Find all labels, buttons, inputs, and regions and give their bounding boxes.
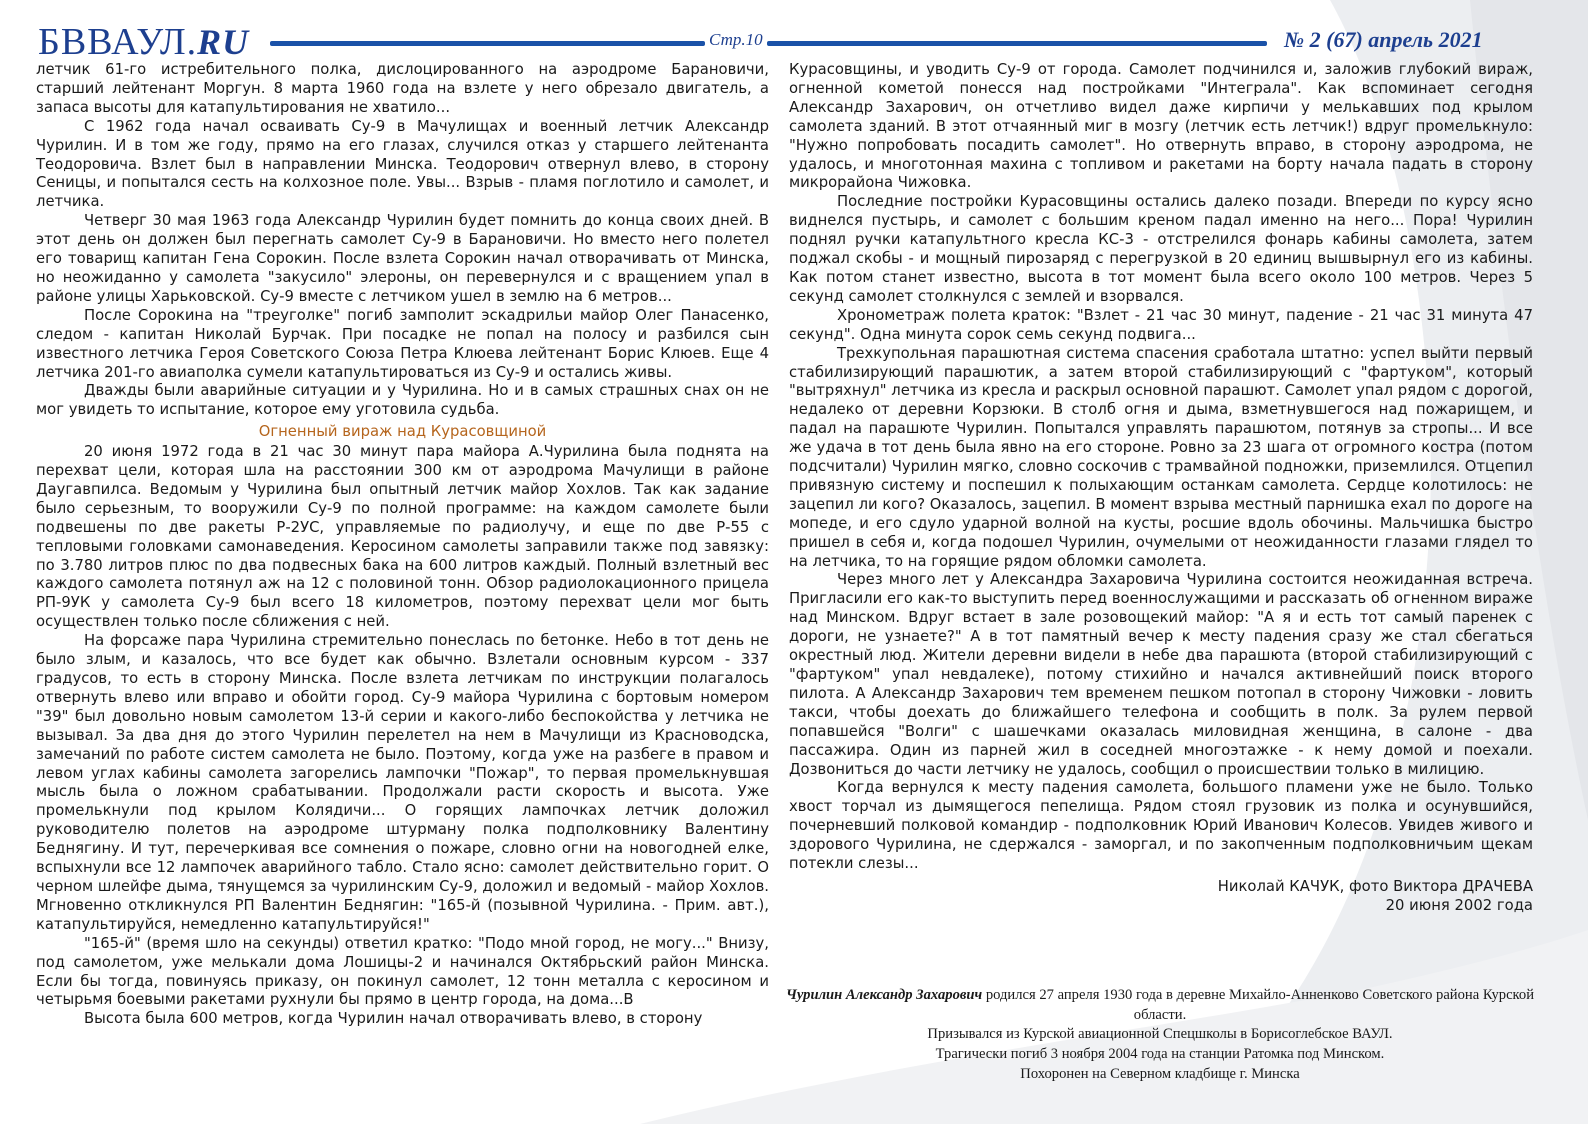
paragraph: Хронометраж полета краток: "Взлет - 21 час 30 минут, падение - 21 час 31 минута 47 секунд". Одна минута сорок семь секунд подвига... [789,306,1533,343]
logo-ru: RU [197,22,250,62]
author-credit: Николай КАЧУК, фото Виктора ДРАЧЕВА [1217,877,1533,895]
paragraph: Через много лет у Александра Захаровича Чурилина состоится неожиданная встреча. Пригласили его как-то выступить перед военнослужащими и рассказать об огненном вираже над Минском. Вдруг встает в зале розовощекий майор: "А я и есть тот самый паренек с дороги, не узнаете?" А в тот памятный вечер к месту падения сразу же стал сбегаться окрестный люд. Жители деревни видели в небе два парашюта (второй стабилизирующий с "фартуком" упал невдалеке), потому стихийно и начался активнейший поиск второго пилота. А Александр Захарович тем временем пешком потопал в сторону Чижовки - ловить такси, чтобы доехать до ближайшего телефона и сообщить в полк. За рулем первой попавшейся "Волги" с шашечками оказалась миловидная женщина, в салоне - два пассажира. Один из парней жил в соседней многоэтажке - к нему домой и поехали. Дозвониться до части летчику не удалось, сообщил о происшествии только в милицию. [789,571,1533,778]
page-header [0,22,1588,62]
logo-text: БВВАУЛ. [38,21,198,63]
header-rule-right [767,41,1267,46]
section-subheading: Огненный вираж над Курасовщиной [258,423,547,441]
paragraph: Курасовщины, и уводить Су-9 от города. Самолет подчинился и, заложив глубокий вираж, огненной кометой понесся над постройками "Интеграла". Как вспоминает сегодня Александр Захарович, он отчетливо видел даже кирпичи у мелькавших под крылом самолета зданий. В этот отчаянный миг в мозгу (летчик есть летчик!) вдруг промелькнуло: "Нужно попробовать посадить самолет". Но отвернуть вправо, в сторону аэродрома, не удалось, и многотонная махина с топливом и ракетами на борту начала падать в сторону микрорайона Чижовка. [789,61,1533,192]
site-logo[interactable] [38,22,249,62]
paragraph: Дважды были аварийные ситуации и у Чурилина. Но и в самых страшных снах он не мог увидеть то испытание, которое ему уготовила судьба. [36,382,769,419]
paragraph: Трехкупольная парашютная система спасения сработала штатно: успел выйти первый стабилизирующий парашютик, а затем второй стабилизирующий с "фартуком", который "вытряхнул" летчика из кресла и раскрыл основной парашют. Самолет упал рядом с дорогой, недалеко от деревни Корзюки. В столб огня и дыма, взметнувшегося над пожарищем, и падал на парашюте Чурилин. Попытался управлять парашютом, потянув за стропы... И все же удача в тот день была явно на его стороне. Ровно за 23 шага от огромного костра (потом подсчитали) Чурилин мягко, словно соскочив с трамвайной подножки, приземлился. Отцепил привязную систему и поспешил к полыхающим останкам самолета. Сердце колотилось: не зацепил ли кого? Оказалось, зацепил. В момент взрыва местный парнишка ехал по дороге на мопеде, и его сдуло ударной волной на кусты, росшие вдоль обочины. Мальчишка быстро пришел в себя и, когда подошел Чурилин, очумелыми от неожиданности глазами глядел то на летчика, то на горящие рядом обломки самолета. [789,344,1533,570]
footnote-name: Чурилин Александр Захарович [785,987,983,1003]
article-date: 20 июня 2002 года [1385,896,1533,914]
issue-label: № 2 (67) апрель 2021 [1284,27,1483,52]
footnote-line: Трагически погиб 3 ноября 2004 года на станции Ратомка под Минском. [935,1046,1385,1063]
paragraph: С 1962 года начал осваивать Су-9 в Мачулищах и военный летчик Александр Чурилин. И в том же году, прямо на его глазах, случился отказ у старшего лейтенанта Теодоровича. Взлет был в направлении Минска. Теодорович отвернул влево, в сторону Сеницы, и попытался сесть на колхозное поле. Увы... Взрыв - пламя поглотило и самолет, и летчика. [36,117,769,211]
footnote-line: Призывался из Курской авиационной Спецшколы в Борисоглебское ВАУЛ. [927,1026,1393,1043]
paragraph: Последние постройки Курасовщины остались далеко позади. Впереди по курсу ясно виднелся пустырь, и самолет с большим креном падал именно на него... Пора! Чурилин поднял ручки катапультного кресла КС-3 - отстрелился фонарь кабины самолета, затем поджал скобы - и мощный пирозаряд с перегрузкой в 20 единиц вышвырнул его из кабины. Как потом станет известно, высота в тот момент была всего около 100 метров. Через 5 секунд самолет столкнулся с землей и взорвался. [789,193,1533,305]
paragraph: "165-й" (время шло на секунды) ответил кратко: "Подо мной город, не могу..." Внизу, под самолетом, уже мелькали дома Лошицы-2 и начинался Октябрьский район Минска. Если бы тогда, повинуясь приказу, он покинул самолет, 12 тонн металла с керосином и четырьмя боевыми ракетами рухнули бы прямо в центр города, на дома...В [36,934,769,1009]
article-right-column [789,61,1533,916]
biography-footnote [780,986,1540,1085]
paragraph: Когда вернулся к месту падения самолета, большого пламени уже не было. Только хвост торчал из дымящегося пепелища. Рядом стоял грузовик из полка и осунувшийся, почерневший полковой командир - подполковник Юрий Иванович Колесов. Увидев живого и здорового Чурилина, не сдержался - заморгал, и по закопченным подполковничьим щекам потекли слезы... [789,779,1533,873]
paragraph: Четверг 30 мая 1963 года Александр Чурилин будет помнить до конца своих дней. В этот день он должен был перегнать самолет Су-9 в Барановичи. Но вместо него полетел его товарищ капитан Гена Сорокин. После взлета Сорокин начал отворачивать от Минска, но неожиданно у самолета "закусило" элероны, он перевернулся и с вращением упал в районе улицы Харьковской. Су-9 вместе с летчиком ушел в землю на 6 метров... [36,212,769,305]
footnote-line: Похоронен на Северном кладбище г. Минска [1020,1065,1300,1082]
page-number: Стр.10 [709,30,763,49]
article-left-column [36,61,769,1029]
paragraph: На форсаже пара Чурилина стремительно понеслась по бетонке. Небо в тот день не было злым, и казалось, что все будет как обычно. Взлетали основным курсом - 337 градусов, то есть в сторону Минска. После взлета летчикам по инструкции полагалось отвернуть влево или вправо и обойти город. Су-9 майора Чурилина с бортовым номером "39" был довольно новым самолетом 13-й серии и какого-либо беспокойства у летчика не вызывал. За два дня до этого Чурилин перелетел на нем в Мачулищи из Красноводска, замечаний по работе систем самолета не было. Поэтому, когда уже на разбеге в правом и левом углах кабины самолета загорелись лампочки "Пожар", то первая промелькнувшая мысль была о ложном срабатывании. Продолжали расти скорость и высота. Уже промелькнули под крылом Колядичи... О горящих лампочках летчик доложил руководителю полетов на аэродроме штурману полка подполковнику Валентину Беднягину. И тут, перечеркивая все сомнения о пожаре, словно огни на новогодней елке, вспыхнули все 12 лампочек аварийного табло. Стало ясно: самолет действительно горит. О черном шлейфе дыма, тянущемся за чурилинским Су-9, доложил и ведомый - майор Хохлов. Мгновенно откликнулся РП Валентин Беднягин: "165-й (позывной Чурилина. - Прим. авт.), катапультируйся, немедленно катапультируйся!" [36,632,769,933]
footnote-text: родился 27 апреля 1930 года в деревне Михайло-Анненково Советского района Курской области. [982,987,1535,1023]
header-rule-left [270,41,705,46]
paragraph: Высота была 600 метров, когда Чурилин начал отворачивать влево, в сторону [84,1010,703,1028]
footnote-line [780,986,1540,1025]
paragraph: летчик 61-го истребительного полка, дислоцированного на аэродроме Барановичи, старший лейтенант Моргун. 8 марта 1960 года на взлете у него обрезало двигатель, а запаса высоты для катапультирования не хватило... [36,61,769,116]
paragraph: После Сорокина на "треуголке" погиб замполит эскадрильи майор Олег Панасенко, следом - капитан Николай Бурчак. При посадке не попал на полосу и разбился сын известного летчика Героя Советского Союза Петра Клюева лейтенант Борис Клюев. Еще 4 летчика 201-го авиаполка сумели катапультироваться из Су-9 и остались живы. [36,306,769,381]
paragraph: 20 июня 1972 года в 21 час 30 минут пара майора А.Чурилина была поднята на перехват цели, которая шла на расстоянии 300 км от аэродрома Мачулищи в районе Даугавпилса. Ведомым у Чурилина был опытный летчик майор Хохлов. Так как задание было серьезным, то вооружили Су-9 по полной программе: на каждом самолете были подвешены по две ракеты Р-2УС, управляемые по радиолучу, и еще по две Р-55 с тепловыми головками самонаведения. Керосином самолеты заправили также под завязку: по 3.780 литров плюс по два подвесных бака на 600 литров каждый. Полный взлетный вес каждого самолета потянул аж на 12 с половиной тонн. Обзор радиолокационного прицела РП-9УК у самолета Су-9 был всего 18 километров, поэтому перехват цели мог быть осуществлен только после сближения с ней. [36,443,769,631]
